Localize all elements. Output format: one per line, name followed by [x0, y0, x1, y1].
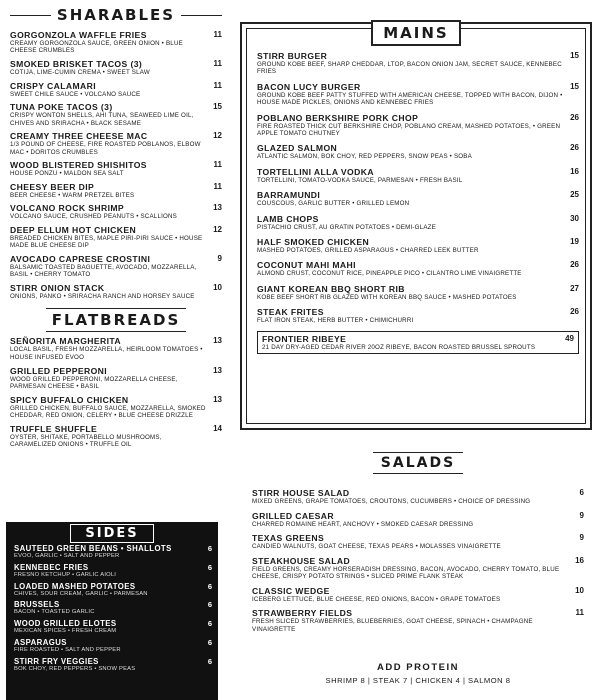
menu-item-price: 6: [207, 656, 212, 666]
menu-item-price: 13: [213, 365, 222, 375]
menu-item-price: 11: [575, 608, 584, 618]
sharables-list: [10, 30, 222, 300]
menu-item-name: BRUSSELS: [14, 600, 60, 610]
add-protein-section: [252, 662, 584, 685]
menu-item-price: 9: [579, 510, 584, 520]
menu-item-name: STEAKHOUSE SALAD: [252, 555, 351, 566]
menu-item-price: 13: [213, 203, 222, 213]
menu-item-price: 12: [213, 224, 222, 234]
menu-item-price: 6: [207, 600, 212, 610]
menu-item: [252, 608, 584, 633]
menu-item-description: FLAT IRON STEAK, HERB BUTTER • CHIMICHURRI: [257, 317, 414, 325]
menu-item-price: 6: [207, 637, 212, 647]
menu-item-price: 30: [570, 213, 579, 223]
menu-item-price: 9: [217, 253, 222, 263]
menu-item: [10, 395, 222, 420]
menu-item: [257, 82, 579, 107]
menu-item: [10, 283, 222, 300]
menu-item: [10, 131, 222, 156]
menu-item: [10, 102, 222, 127]
menu-item-name: STIRR FRY VEGGIES: [14, 656, 99, 666]
menu-item: [252, 511, 584, 528]
menu-item-price: 26: [570, 307, 579, 317]
menu-item-price: 11: [213, 160, 222, 170]
menu-item-description: 21 DAY DRY-AGED CEDAR RIVER 20OZ RIBEYE, BACON ROASTED BRUSSEL SPROUTS: [262, 343, 536, 351]
menu-item: [10, 182, 222, 199]
menu-item-name: TEXAS GREENS: [252, 533, 325, 544]
menu-item: [257, 237, 579, 254]
menu-item-price: 26: [570, 260, 579, 270]
menu-item-name: HALF SMOKED CHICKEN: [257, 237, 370, 248]
menu-item: [10, 225, 222, 250]
sides-title: SIDES: [70, 524, 153, 543]
menu-item-name: STIRR BURGER: [257, 51, 328, 61]
menu-item: [257, 51, 579, 76]
menu-item-description: HOUSE PONZU • MALDON SEA SALT: [10, 170, 124, 178]
menu-item-price: 15: [213, 102, 222, 112]
sides-section: [6, 522, 218, 700]
menu-item-name: VOLCANO ROCK SHRIMP: [10, 203, 125, 214]
menu-item: [252, 533, 584, 550]
menu-item-name: ASPARAGUS: [14, 637, 67, 647]
menu-item: [257, 260, 579, 277]
menu-item-name: BACON LUCY BURGER: [257, 81, 361, 92]
featured-main-item: [257, 331, 579, 354]
flatbreads-title: FLATBREADS: [46, 308, 187, 332]
flatbreads-header: [10, 308, 222, 332]
menu-item-description: 1/3 POUND OF CHEESE, FIRE ROASTED POBLANOS, ELBOW MAC • DORITOS CRUMBLES: [10, 141, 201, 156]
menu-item-name: LAMB CHOPS: [257, 213, 319, 224]
menu-item: [257, 143, 579, 160]
menu-item-description: CANDIED WALNUTS, GOAT CHEESE, TEXAS PEARS • MOLASSES VINAIGRETTE: [252, 543, 501, 551]
menu-item-name: SPICY BUFFALO CHICKEN: [10, 394, 129, 405]
menu-item-description: BREADED CHICKEN BITES, MAPLE PIRI-PIRI SAUCE • HOUSE MADE BLUE CHEESE DIP: [10, 234, 203, 250]
menu-item: [14, 638, 212, 654]
menu-item: [10, 160, 222, 177]
flatbreads-list: [10, 336, 222, 448]
mains-list: [257, 51, 579, 325]
menu-item-price: 10: [213, 282, 222, 292]
menu-item-name: SMOKED BRISKET TACOS (3): [10, 59, 143, 69]
menu-item-description: ICEBERG LETTUCE, BLUE CHEESE, RED ONIONS, BACON • GRAPE TOMATOES: [252, 595, 501, 603]
menu-item-price: 11: [213, 30, 222, 39]
menu-item-price: 27: [570, 283, 579, 293]
menu-item-name: POBLANO BERKSHIRE PORK CHOP: [257, 112, 419, 123]
menu-item-price: 16: [570, 166, 579, 176]
menu-item-price: 12: [213, 131, 222, 141]
sharables-title: SHARABLES: [56, 6, 176, 24]
menu-item-description: FIRE ROASTED • SALT AND PEPPER: [14, 646, 121, 653]
menu-item-description: CHIVES, SOUR CREAM, GARLIC • PARMESAN: [14, 590, 148, 597]
menu-item-price: 6: [207, 581, 212, 591]
menu-item-description: LOCAL BASIL, FRESH MOZZARELLA, HEIRLOOM TOMATOES • HOUSE INFUSED EVOO: [10, 346, 203, 361]
menu-item: [10, 366, 222, 391]
menu-item-name: GRILLED CAESAR: [252, 510, 334, 521]
menu-item-name: TORTELLINI ALLA VODKA: [257, 166, 374, 177]
menu-item-price: 19: [570, 237, 579, 247]
menu-item-price: 16: [575, 555, 584, 565]
menu-item-name: TRUFFLE SHUFFLE: [10, 423, 98, 434]
menu-item-description: COTIJA, LIME-CUMIN CREMA • SWEET SLAW: [10, 69, 150, 76]
menu-item-name: GRILLED PEPPERONI: [10, 365, 108, 376]
menu-item: [10, 336, 222, 361]
menu-item-price: 11: [213, 80, 222, 90]
sides-header: [6, 522, 218, 543]
menu-item-name: CHEESY BEER DIP: [10, 181, 95, 192]
menu-item-description: BOK CHOY, RED PEPPERS • SNOW PEAS: [14, 665, 136, 672]
menu-item-price: 10: [575, 585, 584, 595]
menu-item-name: BARRAMUNDI: [257, 190, 321, 201]
menu-item-description: MASHED POTATOES, GRILLED ASPARAGUS • CHARRED LEEK BUTTER: [257, 247, 479, 255]
menu-item: [14, 582, 212, 598]
menu-item-description: ALMOND CRUST, COCONUT RICE, PINEAPPLE PICO • CILANTRO LIME VINAIGRETTE: [257, 270, 522, 278]
salads-title: SALADS: [373, 452, 463, 474]
add-protein-title: ADD PROTEIN: [377, 662, 459, 673]
sides-list: [14, 544, 212, 673]
menu-item: [14, 657, 212, 673]
menu-item-price: 11: [213, 59, 222, 68]
menu-item-name: GLAZED SALMON: [257, 143, 338, 154]
menu-item-name: GORGONZOLA WAFFLE FRIES: [10, 30, 147, 40]
menu-item-description: FRESNO KETCHUP • GARLIC AIOLI: [14, 571, 117, 578]
menu-item-description: WOOD GRILLED PEPPERONI, MOZZARELLA CHEESE, PARMESAN CHEESE • BASIL: [10, 375, 178, 390]
menu-item-name: CRISPY CALAMARI: [10, 80, 97, 91]
menu-item-name: SAUTEED GREEN BEANS • SHALLOTS: [14, 544, 172, 553]
menu-item-name: DEEP ELLUM HOT CHICKEN: [10, 224, 137, 235]
menu-item-name: STRAWBERRY FIELDS: [252, 608, 353, 619]
menu-item-price: 15: [570, 51, 579, 60]
menu-item: [257, 190, 579, 207]
menu-item: [252, 586, 584, 603]
menu-item: [14, 619, 212, 635]
menu-item: [257, 113, 579, 138]
menu-item: [252, 488, 584, 505]
menu-item-description: COUSCOUS, GARLIC BUTTER • GRILLED LEMON: [257, 200, 410, 208]
menu-item-name: SEÑORITA MARGHERITA: [10, 336, 122, 347]
menu-item: [257, 307, 579, 324]
menu-item: [14, 563, 212, 579]
menu-item-name: WOOD BLISTERED SHISHITOS: [10, 160, 147, 171]
menu-item-description: CREAMY GORGONZOLA SAUCE, GREEN ONION • BLUE CHEESE CRUMBLES: [10, 40, 183, 55]
menu-item: [257, 214, 579, 231]
menu-item-price: 25: [570, 190, 579, 200]
menu-item-price: 6: [207, 562, 212, 572]
menu-item-description: MEXICAN SPICES • FRESH CREAM: [14, 628, 117, 635]
menu-item: [257, 284, 579, 301]
menu-item-description: OYSTER, SHITAKE, PORTABELLO MUSHROOMS, CARAMELIZED ONIONS • TRUFFLE OIL: [10, 433, 162, 449]
menu-item: [14, 600, 212, 616]
menu-item-name: AVOCADO CAPRESE CROSTINI: [10, 253, 151, 264]
salads-header: [252, 452, 584, 474]
menu-item: [10, 203, 222, 220]
menu-item-description: EVOO, GARLIC • SALT AND PEPPER: [14, 553, 120, 559]
menu-item-name: KENNEBEC FRIES: [14, 562, 89, 572]
menu-item-description: KOBE BEEF SHORT RIB GLAZED WITH KOREAN BBQ SAUCE • MASHED POTATOES: [257, 293, 517, 301]
menu-item-description: VOLCANO SAUCE, CRUSHED PEANUTS • SCALLIONS: [10, 213, 178, 221]
menu-item-name: TUNA POKE TACOS (3): [10, 102, 113, 113]
menu-item-price: 6: [207, 619, 212, 629]
menu-item: [10, 30, 222, 55]
menu-item-description: FRESH SLICED STRAWBERRIES, BLUEBERRIES, GOAT CHEESE, SPINACH • CHAMPAGNE VINAIGRETTE: [252, 618, 533, 633]
menu-item-name: WOOD GRILLED ELOTES: [14, 619, 117, 629]
menu-item-description: GROUND KOBE BEEF PATTY STUFFED WITH AMERICAN CHEESE, TOPPED WITH BACON, DIJON • HOUSE MADE PICKLES, ONIONS AND KENNEBEC FRIES: [257, 91, 563, 107]
menu-item: [14, 544, 212, 560]
menu-item-description: FIELD GREENS, CREAMY HORSERADISH DRESSING, BACON, AVOCADO, CHERRY TOMATO, BLUE CHEESE, CRISPY POTATO STRINGS • SLICED PRIME FLANK STEAK: [252, 565, 560, 581]
mains-header: [247, 20, 585, 46]
menu-item-name: LOADED MASHED POTATOES: [14, 581, 136, 591]
mains-section: [240, 22, 592, 430]
add-protein-options: SHRIMP 8 | STEAK 7 | CHICKEN 4 | SALMON 8: [325, 676, 511, 685]
menu-item-description: BEER CHEESE • WARM PRETZEL BITES: [10, 191, 135, 199]
left-column: [10, 6, 222, 453]
menu-item-price: 13: [213, 336, 222, 346]
menu-item-description: MIXED GREENS, GRAPE TOMATOES, CROUTONS, CUCUMBERS • CHOICE OF DRESSING: [252, 498, 531, 505]
menu-item-description: GRILLED CHICKEN, BUFFALO SAUCE, MOZZARELLA, SMOKED CHEDDAR, RED ONION, CELERY • BLUE CHEESE DRIZZLE: [10, 404, 206, 420]
sharables-header: [10, 6, 222, 24]
menu-item-price: 26: [570, 143, 579, 153]
menu-item-price: 14: [213, 423, 222, 433]
menu-item-price: 26: [570, 112, 579, 122]
menu-item-name: STIRR HOUSE SALAD: [252, 488, 350, 498]
menu-item-price: 9: [579, 533, 584, 543]
menu-item-name: CREAMY THREE CHEESE MAC: [10, 131, 148, 142]
menu-item-price: 49: [565, 333, 574, 343]
menu-item-price: 11: [213, 181, 222, 191]
menu-item: [10, 424, 222, 449]
menu-item-description: FIRE ROASTED THICK CUT BERKSHIRE CHOP, POBLANO CREAM, MASHED POTATOES, • GREEN APPLE TOMATO CHUTNEY: [257, 122, 561, 138]
menu-item-price: 6: [207, 544, 212, 553]
menu-item-description: BACON • TOASTED GARLIC: [14, 609, 95, 616]
menu-item-price: 6: [579, 488, 584, 497]
menu-item-description: ONIONS, PANKO • SRIRACHA RANCH AND HORSEY SAUCE: [10, 292, 195, 300]
menu-item-description: SWEET CHILE SAUCE • VOLCANO SAUCE: [10, 90, 141, 98]
menu-item: [10, 254, 222, 279]
menu-item-name: GIANT KOREAN BBQ SHORT RIB: [257, 283, 405, 294]
salads-list: [252, 488, 584, 633]
salads-section: [252, 452, 584, 638]
menu-item-price: 13: [213, 394, 222, 404]
menu-item-name: STEAK FRITES: [257, 307, 324, 318]
menu-item-description: PISTACHIO CRUST, AU GRATIN POTATOES • DEMI-GLAZE: [257, 223, 436, 231]
menu-item-description: ATLANTIC SALMON, BOK CHOY, RED PEPPERS, SNOW PEAS • SOBA: [257, 153, 472, 161]
menu-item-description: GROUND KOBE BEEF, SHARP CHEDDAR, LTOP, BACON ONION JAM, SECRET SAUCE, KENNEBEC FRIES: [257, 61, 562, 76]
menu-item-description: CRISPY WONTON SHELLS, AHI TUNA, SEAWEED LIME OIL, CHIVES AND SRIRACHA • BLACK SESAME: [10, 112, 194, 127]
menu-item-name: STIRR ONION STACK: [10, 282, 105, 293]
menu-item: [257, 167, 579, 184]
menu-item: [252, 556, 584, 581]
menu-item: [10, 81, 222, 98]
menu-item-name: COCONUT MAHI MAHI: [257, 260, 356, 271]
menu-item-description: BALSAMIC TOASTED BAGUETTE, AVOCADO, MOZZARELLA, BASIL • CHERRY TOMATO: [10, 263, 197, 279]
menu-item: [10, 59, 222, 76]
mains-title: MAINS: [371, 20, 460, 46]
menu-item-description: TORTELLINI, TOMATO-VODKA SAUCE, PARMESAN • FRESH BASIL: [257, 176, 463, 184]
menu-item-description: CHARRED ROMAINE HEART, ANCHOVY • SMOKED CAESAR DRESSING: [252, 520, 474, 528]
menu-item-name: CLASSIC WEDGE: [252, 585, 330, 596]
menu-item-name: FRONTIER RIBEYE: [262, 333, 347, 344]
menu-item-price: 15: [570, 81, 579, 91]
